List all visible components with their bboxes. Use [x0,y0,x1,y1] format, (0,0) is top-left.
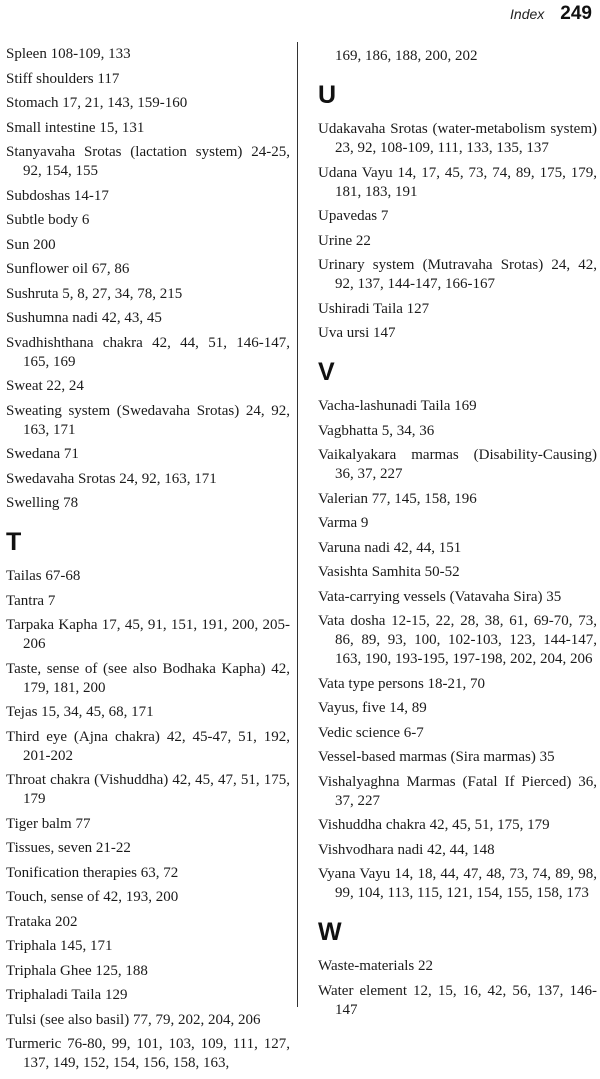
index-group-u [318,120,597,343]
index-entry: Ushiradi Taila 127 [318,300,430,317]
index-group-s [6,45,290,513]
index-entry: Tailas 67-68 [6,568,81,584]
index-entry: Upavedas 7 [318,208,389,224]
index-entry: Swelling 78 [6,495,79,511]
index-entry: Varma 9 [318,515,369,531]
section-letter-u: U [318,81,337,109]
index-entry: Urinary system (Mutravaha Srotas) 24, 42, 92, 137, 144-147, 166-167 [318,257,597,292]
index-entry: Vaikalyakara marmas (Disability-Causing) 36, 37, 227 [318,447,597,482]
section-letter-w: W [318,918,342,946]
index-entry: Vata dosha 12-15, 22, 28, 38, 61, 69-70, 73, 86, 89, 93, 100, 102-103, 123, 144-147, 163, 190, 193-195, 197-198, 202, 204, 206 [318,613,597,667]
index-entry: Sun 200 [6,236,56,253]
index-entry: Vyana Vayu 14, 18, 44, 47, 48, 73, 74, 89, 98, 99, 104, 113, 115, 121, 154, 155, 158, 173 [318,866,597,901]
index-entry: Third eye (Ajna chakra) 42, 45-47, 51, 192, 201-202 [6,728,290,764]
index-entry: Tonification therapies 63, 72 [6,864,179,881]
index-entry: Subtle body 6 [6,212,90,228]
index-entry: Vata-carrying vessels (Vatavaha Sira) 35 [318,588,562,605]
index-entry: Vagbhatta 5, 34, 36 [318,422,435,439]
index-entry: Taste, sense of (see also Bodhaka Kapha) 42, 179, 181, 200 [6,660,290,696]
index-entry: Swedavaha Srotas 24, 92, 163, 171 [6,470,217,487]
index-entry: Turmeric 76-80, 99, 101, 103, 109, 111, 127, 137, 149, 152, 154, 156, 158, 163, [6,1036,290,1071]
index-entry: Tejas 15, 34, 45, 68, 171 [6,704,154,720]
index-entry: Urine 22 [318,232,371,249]
column-divider [297,42,298,1007]
index-entry: Sweating system (Swedavaha Srotas) 24, 92, 163, 171 [6,402,290,438]
section-letter-v: V [318,358,335,386]
index-entry: Stomach 17, 21, 143, 159-160 [6,95,188,111]
index-entry: Triphaladi Taila 129 [6,987,128,1003]
index-entry: Sunflower oil 67, 86 [6,261,130,277]
index-entry: Svadhishthana chakra 42, 44, 51, 146-147, 165, 169 [6,334,290,370]
index-entry: Valerian 77, 145, 158, 196 [318,490,477,507]
index-entry: Udana Vayu 14, 17, 45, 73, 74, 89, 175, 179, 181, 183, 191 [318,164,597,200]
left-column [6,45,290,1079]
index-entry: Stanyavaha Srotas (lactation system) 24-25, 92, 154, 155 [6,144,290,179]
index-entry: Vessel-based marmas (Sira marmas) 35 [318,749,555,765]
index-entry: Varuna nadi 42, 44, 151 [318,539,462,556]
index-entry: Uva ursi 147 [318,325,396,341]
index-entry: Touch, sense of 42, 193, 200 [6,889,179,905]
index-entry: Sweat 22, 24 [6,378,84,394]
running-head: Index [510,6,545,22]
index-entry: Vishalyaghna Marmas (Fatal If Pierced) 36, 37, 227 [318,773,597,809]
index-entry: Triphala 145, 171 [6,938,113,954]
page-header [510,3,592,25]
index-group-w [318,957,597,1020]
page-number: 249 [560,3,592,24]
index-entry: Stiff shoulders 117 [6,70,120,87]
index-entry: Swedana 71 [6,446,79,462]
index-entry: Vedic science 6-7 [318,724,424,741]
index-entry: Tantra 7 [6,592,56,609]
index-entry: Vasishta Samhita 50-52 [318,564,460,580]
section-letter-t: T [6,528,22,556]
index-group-v [318,397,597,903]
index-entry: Vishuddha chakra 42, 45, 51, 175, 179 [318,817,550,833]
index-entry: Sushumna nadi 42, 43, 45 [6,310,162,326]
index-entry: Vayus, five 14, 89 [318,700,427,716]
index-entry: Water element 12, 15, 16, 42, 56, 137, 146-147 [318,982,597,1018]
index-entry: Vacha-lashunadi Taila 169 [318,398,477,414]
index-entry: Waste-materials 22 [318,958,433,974]
index-entry: Throat chakra (Vishuddha) 42, 45, 47, 51, 175, 179 [6,772,290,807]
index-entry: Triphala Ghee 125, 188 [6,962,148,979]
index-entry: Tiger balm 77 [6,815,91,832]
index-entry: Udakavaha Srotas (water-metabolism system) 23, 92, 108-109, 111, 133, 135, 137 [318,121,597,156]
index-entry: Vata type persons 18-21, 70 [318,675,486,692]
index-entry: Trataka 202 [6,913,78,930]
right-column [318,47,597,1025]
index-entry: Tissues, seven 21-22 [6,840,131,856]
index-entry: Tulsi (see also basil) 77, 79, 202, 204, 206 [6,1011,261,1028]
continued-entry: 169, 186, 188, 200, 202 [335,48,478,64]
index-group-t [6,567,290,1073]
index-entry: Small intestine 15, 131 [6,119,145,136]
index-entry: Spleen 108-109, 133 [6,46,131,62]
index-entry: Tarpaka Kapha 17, 45, 91, 151, 191, 200, 205-206 [6,617,290,652]
index-entry: Sushruta 5, 8, 27, 34, 78, 215 [6,285,183,302]
index-entry: Vishvodhara nadi 42, 44, 148 [318,841,495,858]
index-entry: Subdoshas 14-17 [6,187,109,204]
